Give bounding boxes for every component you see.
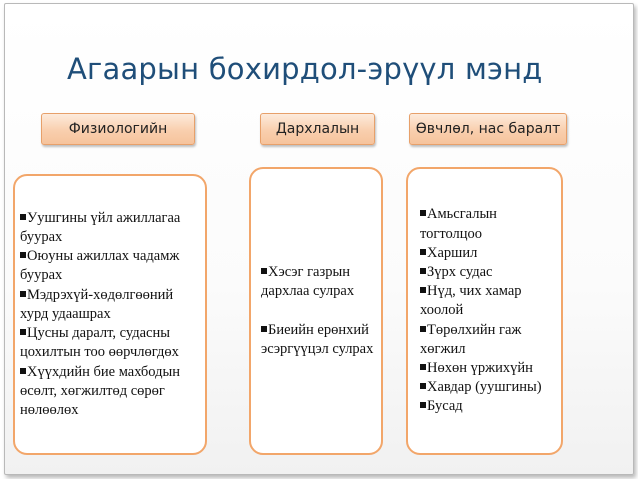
list-item: Цусны даралт, судасны цохилтын тоо өөрчлөгдөх	[20, 324, 201, 362]
header-physiological: Физиологийн	[41, 113, 195, 145]
list-item: Хүүхдийн бие махбодын өсөлт, хөгжилтөд сөрөг нөлөөлөх	[20, 363, 201, 421]
immune-effects-box	[249, 167, 383, 455]
list-item: Оюуны ажиллах чадамж буурах	[20, 247, 201, 285]
morbidity-effects-box	[406, 167, 563, 455]
list-item: Биеийн ерөнхий эсэргүүцэл сулрах	[261, 321, 377, 359]
slide-title: Агаарын бохирдол-эрүүл мэнд	[67, 52, 543, 86]
list-item: Хавдар (уушгины)	[420, 378, 557, 397]
list-item: Төрөлхийн гаж хөгжил	[420, 321, 557, 359]
list-item: Хэсэг газрын дархлаа сулрах	[261, 263, 377, 301]
list-item: Мэдрэхүй-хөдөлгөөний хурд удаашрах	[20, 286, 201, 324]
physiological-effects-box	[13, 174, 207, 455]
list-item: Харшил	[420, 244, 557, 263]
list-item: Зүрх судас	[420, 263, 557, 282]
header-morbidity-mortality: Өвчлөл, нас баралт	[409, 113, 567, 145]
header-immune: Дархлалын	[260, 113, 375, 145]
list-item: Уушгины үйл ажиллагаа буурах	[20, 209, 201, 247]
list-item: Бусад	[420, 397, 557, 416]
list-item: Нүд, чих хамар хоолой	[420, 282, 557, 320]
physiological-effects-list	[20, 209, 201, 420]
morbidity-effects-list	[420, 205, 557, 416]
list-item: Нөхөн үржихүйн	[420, 359, 557, 378]
immune-effects-list	[261, 263, 377, 359]
list-item: Амьсгалын тогтолцоо	[420, 205, 557, 243]
